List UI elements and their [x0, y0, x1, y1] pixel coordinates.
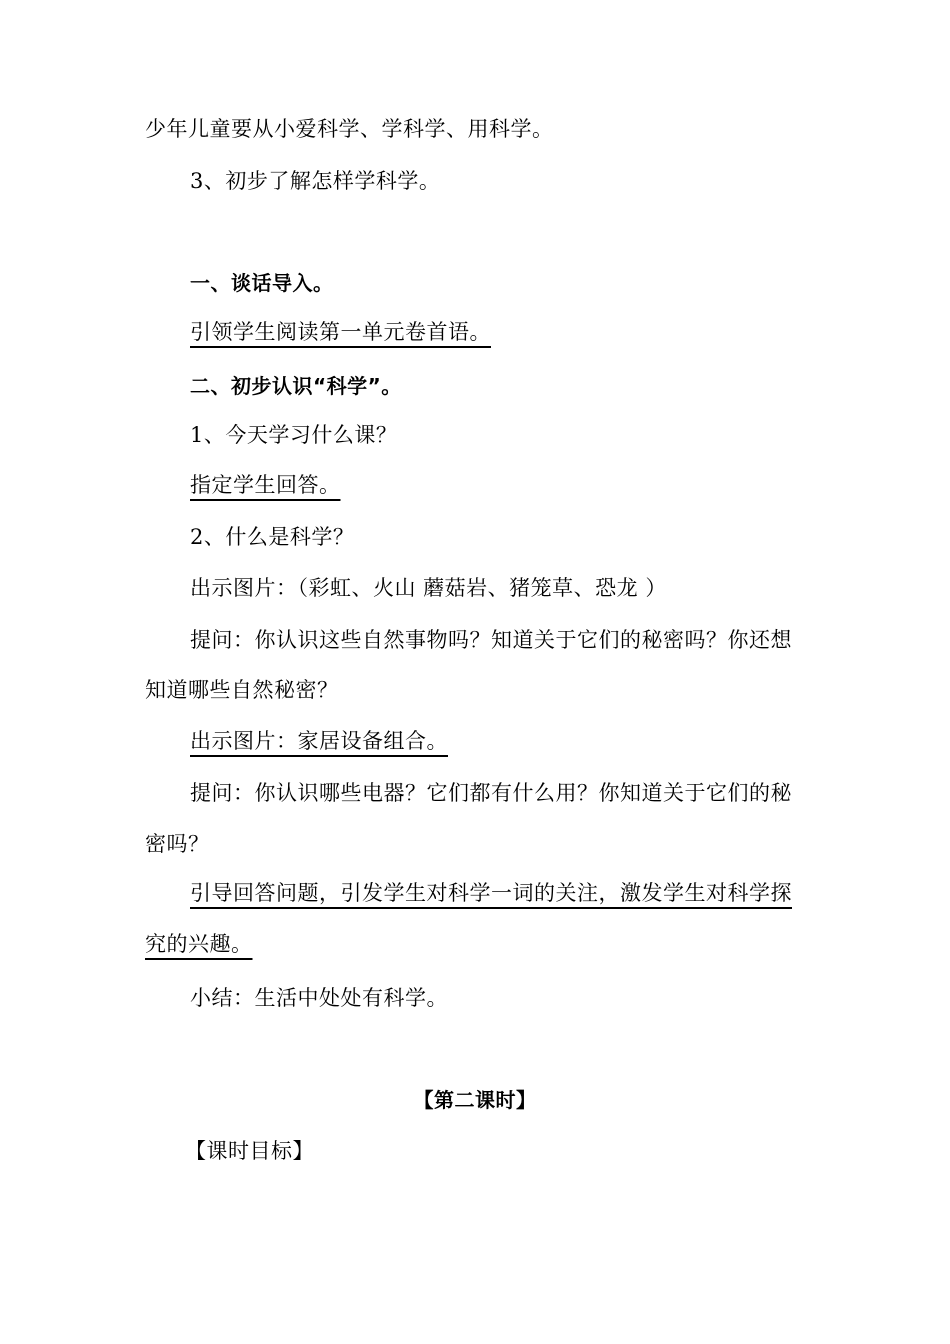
objective-3: 3、初步了解怎样学科学。 [190, 169, 441, 193]
paragraph-line: 知道哪些自然秘密？ [145, 678, 339, 702]
lesson-objective-heading: 【课时目标】 [185, 1139, 314, 1163]
paragraph-line: 少年儿童要从小爱科学、学科学、用科学。 [145, 117, 554, 141]
paragraph-line: 提问：你认识哪些电器？它们都有什么用？你知道关于它们的秘 [190, 781, 792, 805]
underlined-line: 出示图片：家居设备组合。 [190, 729, 448, 753]
underlined-line: 指定学生回答。 [190, 473, 341, 497]
paragraph-line: 密吗？ [145, 832, 210, 856]
underlined-line: 引领学生阅读第一单元卷首语。 [190, 320, 491, 344]
paragraph-line: 出示图片：（彩虹、火山 蘑菇岩、猪笼草、恐龙 ） [190, 576, 667, 600]
underlined-line: 引导回答问题，引发学生对科学一词的关注，激发学生对科学探 [190, 881, 792, 905]
section-heading-1: 一、谈话导入。 [190, 271, 334, 295]
underlined-line: 究的兴趣。 [145, 932, 253, 956]
paragraph-line: 提问：你认识这些自然事物吗？知道关于它们的秘密吗？你还想 [190, 628, 792, 652]
question-1: 1、今天学习什么课？ [190, 423, 398, 447]
summary-line: 小结：生活中处处有科学。 [190, 986, 448, 1010]
question-2: 2、什么是科学？ [190, 525, 355, 549]
lesson-heading: 【第二课时】 [413, 1088, 537, 1112]
section-heading-2: 二、初步认识“科学”。 [190, 374, 402, 398]
